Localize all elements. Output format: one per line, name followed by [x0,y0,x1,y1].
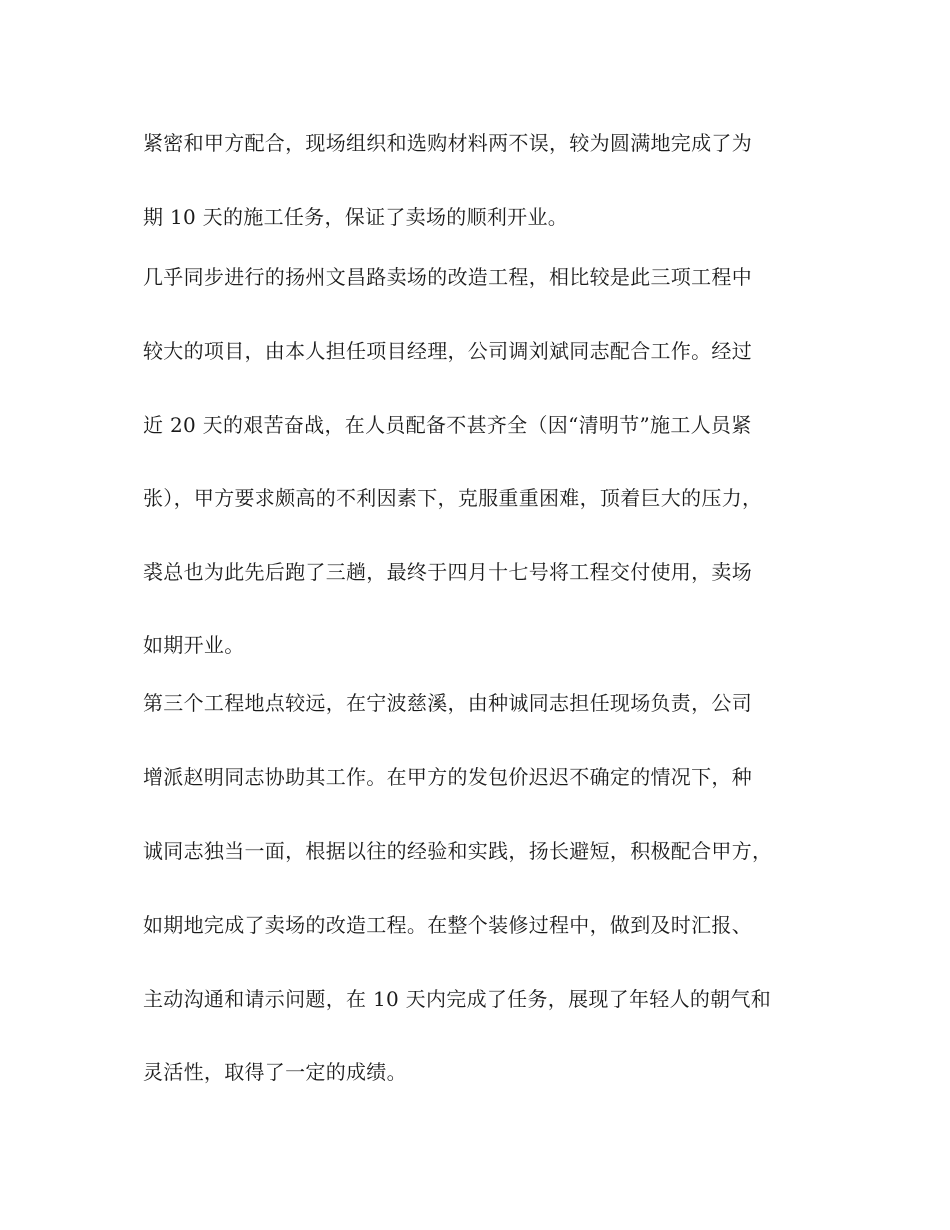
paragraph-3-line-5: 主动沟通和请示问题，在 10 天内完成了任务，展现了年轻人的朝气和 [143,987,772,1011]
paragraph-2-line-2: 较大的项目，由本人担任项目经理，公司调刘斌同志配合工作。经过 [143,339,752,363]
paragraph-2-line-3: 近 20 天的艰苦奋战，在人员配备不甚齐全（因“清明节”施工人员紧 [143,413,752,437]
paragraph-3-line-2: 增派赵明同志协助其工作。在甲方的发包价迟迟不确定的情况下，种 [143,765,752,789]
paragraph-2-line-5: 裘总也为此先后跑了三趟，最终于四月十七号将工程交付使用，卖场 [143,560,752,584]
paragraph-3-line-4: 如期地完成了卖场的改造工程。在整个装修过程中，做到及时汇报、 [143,913,752,937]
paragraph-2-line-6: 如期开业。 [143,633,245,657]
paragraph-3-line-6: 灵活性，取得了一定的成绩。 [143,1060,407,1084]
paragraph-2-line-4: 张），甲方要求颇高的不利因素下，克服重重困难，顶着巨大的压力， [143,486,763,510]
paragraph-1-line-2: 期 10 天的施工任务，保证了卖场的顺利开业。 [143,205,569,229]
paragraph-1-line-1: 紧密和甲方配合，现场组织和选购材料两不误，较为圆满地完成了为 [143,131,752,155]
paragraph-2-line-1: 几乎同步进行的扬州文昌路卖场的改造工程，相比较是此三项工程中 [143,265,752,289]
paragraph-3-line-3: 诚同志独当一面，根据以往的经验和实践，扬长避短，积极配合甲方， [143,839,773,863]
paragraph-3-line-1: 第三个工程地点较远，在宁波慈溪，由种诚同志担任现场负责，公司 [143,691,752,715]
